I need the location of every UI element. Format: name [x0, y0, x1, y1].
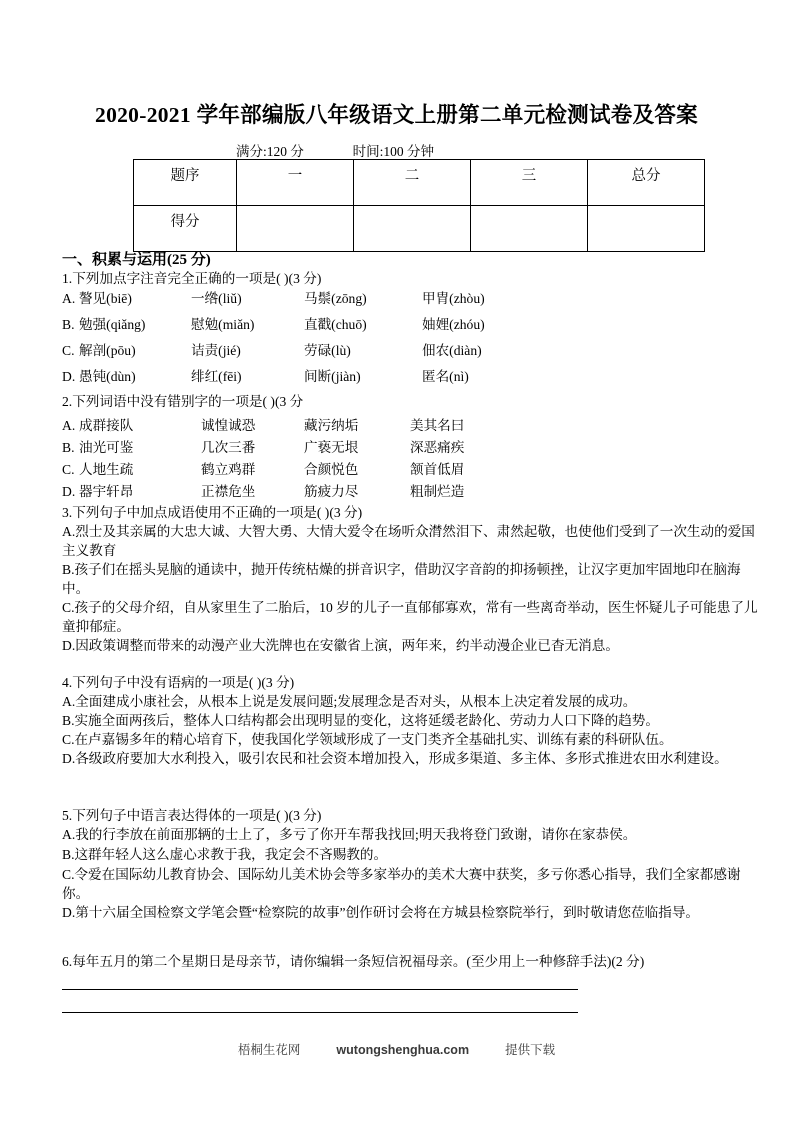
time-limit-label: 时间:100 分钟	[352, 144, 435, 159]
option-label: A.	[62, 827, 76, 842]
option-text: 在卢嘉锡多年的精心培育下，使我国化学领域形成了一支门类齐全基础扎实、训练有素的科研队伍。	[74, 732, 673, 747]
option-label: A.	[62, 418, 76, 433]
option-item: 器宇轩昂	[79, 484, 134, 499]
option-item: 深恶痛疾	[410, 440, 465, 455]
score-table	[133, 159, 705, 252]
footer-url[interactable]: wutongshenghua.com	[336, 1043, 470, 1057]
option-item: 油光可鉴	[79, 440, 134, 455]
option-text: 孩子的父母介绍，自从家里生了二胎后，10 岁的儿子一直郁郁寡欢，常有一些离奇举动，医生怀疑儿子可能患了儿童抑郁症。	[62, 600, 758, 634]
question-2-option-c[interactable]	[62, 459, 464, 481]
option-item: 藏污纳垢	[304, 418, 359, 433]
option-label: D.	[62, 484, 76, 499]
option-text: 我的行李放在前面那辆的士上了，多亏了你开车帮我找回;明天我将登门致谢，请你在家恭侯。	[75, 827, 637, 842]
page-title: 2020-2021 学年部编版八年级语文上册第二单元检测试卷及答案	[95, 103, 698, 127]
option-label: B.	[62, 562, 75, 577]
option-item: 间断(jiàn)	[304, 369, 361, 384]
option-text: 各级政府要加大水利投入，吸引农民和社会资本增加投入，形成多渠道、多主体、多形式推进农田水利建设。	[75, 751, 728, 766]
question-4-option-c[interactable]	[62, 730, 762, 749]
option-item: 绯红(fēi)	[191, 369, 242, 384]
question-3-option-b[interactable]	[62, 560, 762, 598]
question-4-option-b[interactable]	[62, 711, 762, 730]
question-5-stem: 5.下列句子中语言表达得体的一项是( )(3 分)	[62, 808, 322, 823]
option-label: B.	[62, 713, 75, 728]
question-6-stem: 6.每年五月的第二个星期日是母亲节，请你编辑一条短信祝福母亲。(至少用上一种修辞手法)(2 分)	[62, 954, 645, 969]
table-cell: 三	[471, 160, 588, 206]
option-item: 勉强(qiǎng)	[79, 317, 146, 332]
question-2-stem: 2.下列词语中没有错别字的一项是( )(3 分	[62, 394, 304, 409]
option-text: 令爱在国际幼儿教育协会、国际幼儿美术协会等多家举办的美术大赛中获奖，多亏你悉心指导，我们全家都感谢你。	[62, 867, 741, 901]
question-1-option-d[interactable]	[62, 366, 469, 388]
option-item: 广亵无垠	[304, 440, 359, 455]
answer-line-1[interactable]	[62, 989, 578, 990]
option-item: 甲胄(zhòu)	[422, 291, 485, 306]
option-label: D.	[62, 751, 76, 766]
option-item: 匿名(nì)	[422, 369, 469, 384]
option-label: C.	[62, 343, 75, 358]
option-text: 全面建成小康社会，从根本上说是发展问题;发展理念是否对头，从根本上决定着发展的成功。	[75, 694, 637, 709]
option-item: 颔首低眉	[410, 462, 465, 477]
question-1-option-b[interactable]	[62, 314, 485, 336]
option-label: C.	[62, 867, 75, 882]
question-2-option-b[interactable]	[62, 437, 464, 459]
question-4-stem: 4.下列句子中没有语病的一项是( )(3 分)	[62, 675, 295, 690]
table-cell-header: 得分	[134, 206, 237, 252]
option-label: A.	[62, 524, 76, 539]
question-5-option-d[interactable]	[62, 903, 762, 922]
option-item: 马鬃(zōng)	[304, 291, 367, 306]
table-cell: 二	[354, 160, 471, 206]
option-label: D.	[62, 638, 76, 653]
option-item: 粗制烂造	[410, 484, 465, 499]
option-item: 一绺(liǔ)	[191, 291, 242, 306]
question-3-option-d[interactable]	[62, 636, 762, 655]
option-label: B.	[62, 317, 75, 332]
option-item: 妯娌(zhóu)	[422, 317, 485, 332]
option-label: B.	[62, 847, 75, 862]
question-4-option-d[interactable]	[62, 749, 762, 768]
option-text: 实施全面两孩后，整体人口结构都会出现明显的变化，这将延缓老龄化、劳动力人口下降的趋势。	[74, 713, 659, 728]
option-text: 这群年轻人这么虚心求教于我，我定会不吝赐教的。	[74, 847, 388, 862]
option-label: A.	[62, 694, 76, 709]
question-3-option-a[interactable]	[62, 522, 762, 560]
option-label: C.	[62, 732, 75, 747]
question-5-option-b[interactable]	[62, 845, 762, 864]
table-cell[interactable]	[588, 206, 705, 252]
footer-watermark	[0, 1040, 793, 1058]
question-3-option-c[interactable]	[62, 598, 762, 636]
option-label: A.	[62, 291, 76, 306]
footer-site-name: 梧桐生花网	[237, 1043, 301, 1057]
table-cell: 总分	[588, 160, 705, 206]
question-1-stem: 1.下列加点字注音完全正确的一项是( )(3 分)	[62, 271, 322, 286]
option-label: D.	[62, 905, 76, 920]
option-text: 烈士及其亲属的大忠大诚、大智大勇、大情大爱令在场听众潸然泪下、肃然起敬，也使他们受到了一次生动的爱国主义教育	[62, 524, 755, 558]
option-item: 佃农(diàn)	[422, 343, 482, 358]
option-item: 直戳(chuō)	[304, 317, 367, 332]
question-1-option-a[interactable]	[62, 288, 485, 310]
option-item: 合颜悦色	[304, 462, 359, 477]
option-item: 劳碌(lù)	[304, 343, 351, 358]
option-item: 诚惶诚恐	[201, 418, 256, 433]
option-label: C.	[62, 600, 75, 615]
question-2-option-a[interactable]	[62, 415, 464, 437]
table-cell[interactable]	[471, 206, 588, 252]
answer-line-2[interactable]	[62, 1012, 578, 1013]
option-text: 因政策调整而带来的动漫产业大洗牌也在安徽省上演，两年来，约半动漫企业已杳无消息。	[75, 638, 619, 653]
option-item: 美其名曰	[410, 418, 465, 433]
table-row	[134, 160, 705, 206]
footer-action-label: 提供下载	[505, 1043, 556, 1057]
option-item: 謷见(biē)	[79, 291, 132, 306]
question-4-option-a[interactable]	[62, 692, 762, 711]
option-item: 成群接队	[79, 418, 134, 433]
option-item: 愚钝(dùn)	[79, 369, 136, 384]
table-cell[interactable]	[354, 206, 471, 252]
option-item: 筋疲力尽	[304, 484, 359, 499]
option-item: 慰勉(miǎn)	[191, 317, 255, 332]
option-label: B.	[62, 440, 75, 455]
option-label: D.	[62, 369, 76, 384]
table-row	[134, 206, 705, 252]
table-cell: 一	[237, 160, 354, 206]
exam-meta-line	[236, 140, 434, 160]
option-text: 第十六届全国检察文学笔会暨“检察院的故事”创作研讨会将在方城县检察院举行，到时敬请您莅临指导。	[75, 905, 700, 920]
question-1-option-c[interactable]	[62, 340, 482, 362]
question-5-option-c[interactable]	[62, 865, 762, 903]
table-cell[interactable]	[237, 206, 354, 252]
full-score-label: 满分:120 分	[236, 144, 304, 159]
option-item: 正襟危坐	[201, 484, 256, 499]
option-item: 鹤立鸡群	[201, 462, 256, 477]
question-2-option-d[interactable]	[62, 481, 464, 503]
option-item: 诘责(jié)	[191, 343, 241, 358]
option-item: 解剖(pōu)	[79, 343, 136, 358]
section-heading-1: 一、积累与运用(25 分)	[62, 252, 211, 268]
table-cell-header: 题序	[134, 160, 237, 206]
question-3-stem: 3.下列句子中加点成语使用不正确的一项是( )(3 分)	[62, 505, 363, 520]
option-item: 人地生疏	[79, 462, 134, 477]
option-item: 几次三番	[201, 440, 256, 455]
option-text: 孩子们在摇头晃脑的通读中，抛开传统枯燥的拼音识字，借助汉字音韵的抑扬顿挫，让汉字更加牢固地印在脑海中。	[62, 562, 741, 596]
option-label: C.	[62, 462, 75, 477]
question-5-option-a[interactable]	[62, 825, 762, 844]
